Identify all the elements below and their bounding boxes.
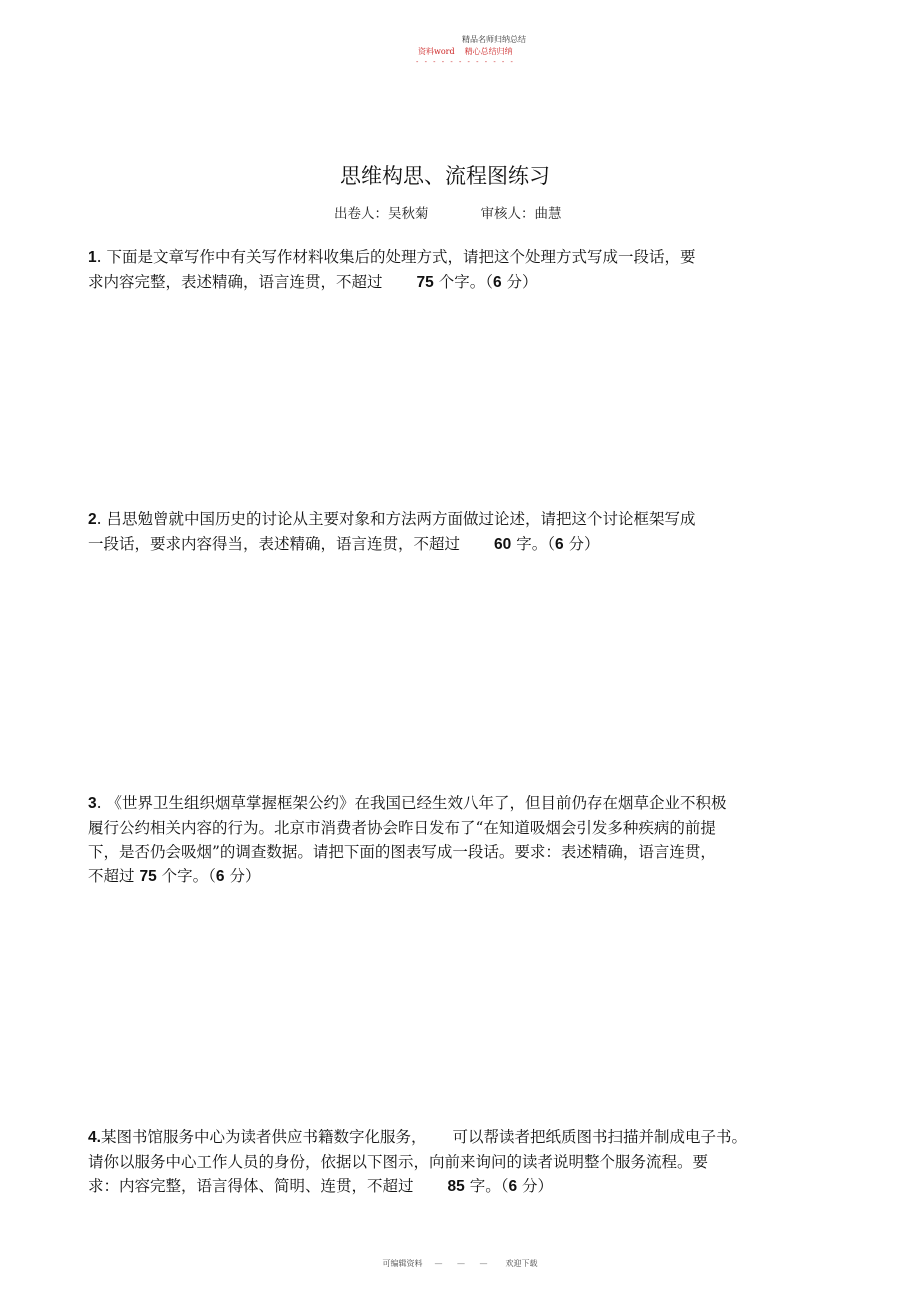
question-4-text-1a: 某图书馆服务中心为读者供应书籍数字化服务， xyxy=(100,1128,427,1146)
question-4-line-3 xyxy=(88,1174,747,1199)
header-watermark-left: 资料word xyxy=(418,47,455,56)
page-title: 思维构思、流程图练习 xyxy=(340,164,550,188)
question-3-line-3 xyxy=(88,840,726,864)
question-2-limit: 60 xyxy=(494,536,512,553)
question-1-limit-suffix: 个字。（ xyxy=(438,273,493,291)
reviewer-label: 审核人：曲慧 xyxy=(480,206,562,222)
question-4-line-1 xyxy=(88,1125,747,1150)
question-2-points: 6 xyxy=(554,536,564,553)
header-dashed-rule: - - - - - - - - - - - - xyxy=(416,58,515,66)
question-1-number: 1 xyxy=(88,249,97,266)
question-4-limit-suffix: 字。（ xyxy=(469,1177,509,1195)
question-3-line-1 xyxy=(88,791,726,816)
question-3-text-1: . 《世界卫生组织烟草掌握框架公约》在我国已经生效八年了，但目前仍存在烟草企业不积极 xyxy=(96,794,727,812)
question-1 xyxy=(88,245,695,295)
footer-right-text: 欢迎下载 xyxy=(505,1259,538,1268)
header-watermark-right: 精心总结归纳 xyxy=(464,47,513,56)
question-3-text-4: 不超过 xyxy=(88,867,135,885)
question-4-points: 6 xyxy=(508,1178,518,1195)
question-2-text-2: 一段话，要求内容得当，表述精确，语言连贯，不超过 xyxy=(88,535,461,553)
question-4-number: 4. xyxy=(88,1129,101,1146)
header-watermark-line2 xyxy=(418,46,513,57)
question-1-points: 6 xyxy=(492,274,502,291)
question-4-line-2 xyxy=(88,1150,747,1174)
question-3-limit: 75 xyxy=(139,868,157,885)
question-4-limit: 85 xyxy=(447,1178,465,1195)
question-2-limit-suffix: 字。（ xyxy=(516,535,555,553)
question-3-text-2: 履行公约相关内容的行为。北京市消费者协会昨日发布了“在知道吸烟会引发多种疾病的前提 xyxy=(88,819,716,837)
question-4-text-1b: 可以帮读者把纸质图书扫描并制成电子书。 xyxy=(452,1128,747,1146)
question-4-points-suffix: 分） xyxy=(522,1177,554,1195)
footer-left-text: 可编辑资料 xyxy=(382,1259,423,1268)
question-1-line-1 xyxy=(88,245,695,270)
question-1-text-2: 求内容完整，表述精确，语言连贯，不超过 xyxy=(88,273,383,291)
question-1-limit: 75 xyxy=(416,274,434,291)
authors-line xyxy=(334,202,562,222)
question-3-text-3: 下，是否仍会吸烟”的调查数据。请把下面的图表写成一段话。要求：表述精确，语言连贯， xyxy=(88,843,716,861)
page-footer xyxy=(0,1258,920,1269)
question-2 xyxy=(88,507,695,557)
question-2-line-2 xyxy=(88,532,695,557)
question-2-text-1: . 吕思勉曾就中国历史的讨论从主要对象和方法两方面做过论述，请把这个讨论框架写成 xyxy=(96,510,696,528)
question-2-number: 2 xyxy=(88,511,97,528)
setter-label: 出卷人：吴秋菊 xyxy=(334,206,429,222)
question-1-points-suffix: 分） xyxy=(506,273,538,291)
footer-separator: — — — xyxy=(434,1259,494,1268)
question-3-number: 3 xyxy=(88,795,97,812)
question-2-line-1 xyxy=(88,507,695,532)
question-4-text-3: 求：内容完整，语言得体、简明、连贯，不超过 xyxy=(88,1177,414,1195)
question-2-points-suffix: 分） xyxy=(568,535,600,553)
question-1-line-2 xyxy=(88,270,695,295)
question-3-line-4 xyxy=(88,864,726,889)
question-3 xyxy=(88,791,726,889)
question-3-line-2 xyxy=(88,816,726,840)
question-3-points-suffix: 分） xyxy=(229,867,261,885)
header-watermark-line1: 精品名师归纳总结 xyxy=(462,35,526,44)
question-4-text-2: 请你以服务中心工作人员的身份，依据以下图示，向前来询问的读者说明整个服务流程。要 xyxy=(88,1153,709,1171)
question-3-limit-suffix: 个字。（ xyxy=(161,867,216,885)
question-1-text-1: . 下面是文章写作中有关写作材料收集后的处理方式，请把这个处理方式写成一段话，要 xyxy=(96,248,696,266)
question-3-points: 6 xyxy=(215,868,225,885)
question-4 xyxy=(88,1125,747,1199)
